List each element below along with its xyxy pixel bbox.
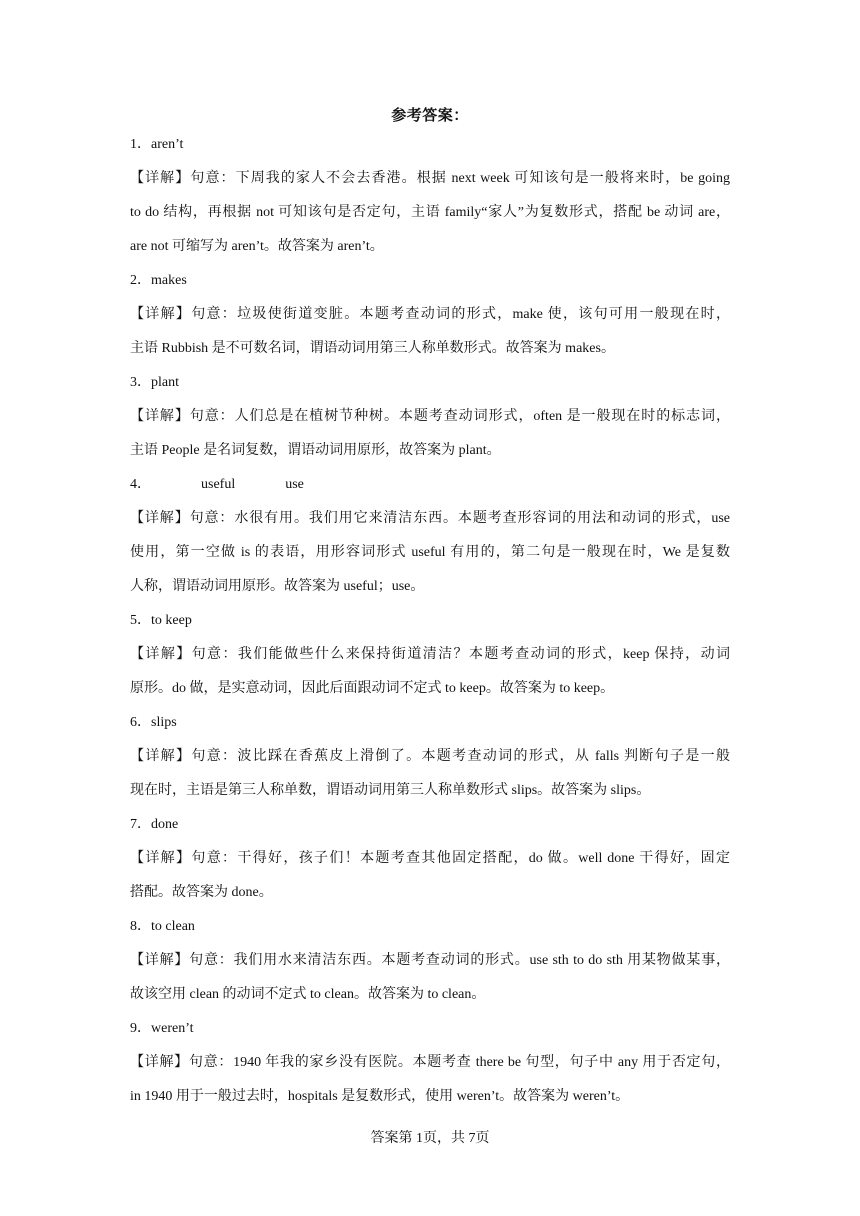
answer-list xyxy=(130,133,730,1119)
explanation-line: 使用，第一空做 is 的表语，用形容词形式 useful 有用的，第二句是一般现在时，We 是复数 xyxy=(130,545,730,560)
explanation-line: 现在时，主语是第三人称单数，谓语动词用第三人称单数形式 slips。故答案为 slips。 xyxy=(130,783,651,798)
explanation-line: 【详解】句意：下周我的家人不会去香港。根据 next week 可知该句是一般将来时，be going xyxy=(130,171,730,186)
explanation-line: 主语 Rubbish 是不可数名词，谓语动词用第三人称单数形式。故答案为 makes。 xyxy=(130,341,615,356)
answer-line: 2．makes xyxy=(130,273,187,288)
explanation-line: 【详解】句意：波比踩在香蕉皮上滑倒了。本题考查动词的形式，从 falls 判断句子是一般 xyxy=(130,749,730,764)
explanation-line: 搭配。故答案为 done。 xyxy=(130,885,273,900)
explanation-line: to do 结构，再根据 not 可知该句是否定句，主语 family“家人”为复数形式，搭配 be 动词 are， xyxy=(130,205,730,220)
answer-line: 5．to keep xyxy=(130,613,192,628)
explanation-line: are not 可缩写为 aren’t。故答案为 aren’t。 xyxy=(130,239,384,254)
answer-line: 6．slips xyxy=(130,715,177,730)
explanation-line: 【详解】句意：我们用水来清洁东西。本题考查动词的形式。use sth to do sth 用某物做某事， xyxy=(130,953,730,968)
explanation-line: 故该空用 clean 的动词不定式 to clean。故答案为 to clean。 xyxy=(130,987,486,1002)
explanation-line: 【详解】句意：水很有用。我们用它来清洁东西。本题考查形容词的用法和动词的形式，use xyxy=(130,511,730,526)
explanation-line: 主语 People 是名词复数，谓语动词用原形，故答案为 plant。 xyxy=(130,443,501,458)
explanation-line: 【详解】句意：干得好，孩子们！本题考查其他固定搭配，do 做。well done 干得好，固定 xyxy=(130,851,730,866)
answer-blank-1: useful xyxy=(201,477,236,492)
answer-line: 7．done xyxy=(130,817,179,832)
answer-blank-2: use xyxy=(285,477,304,492)
answer-line: 3．plant xyxy=(130,375,179,390)
explanation-line: 原形。do 做，是实意动词，因此后面跟动词不定式 to keep。故答案为 to keep。 xyxy=(130,681,615,696)
page-title: 参考答案： xyxy=(391,108,469,124)
explanation-line: 【详解】句意：我们能做些什么来保持街道清洁？本题考查动词的形式，keep 保持，动词 xyxy=(130,647,730,662)
page-footer: 答案第 1页，共 7页 xyxy=(370,1131,490,1146)
explanation-line: in 1940 用于一般过去时，hospitals 是复数形式，使用 weren’t。故答案为 weren’t。 xyxy=(130,1089,630,1104)
answer-number: 4． xyxy=(130,477,151,492)
answer-line: 1．aren’t xyxy=(130,137,184,152)
explanation-line: 【详解】句意：1940 年我的家乡没有医院。本题考查 there be 句型，句子中 any 用于否定句， xyxy=(130,1055,730,1070)
answer-line: 9．weren’t xyxy=(130,1021,194,1036)
answer-line: 8．to clean xyxy=(130,919,195,934)
answer-line xyxy=(130,473,730,507)
explanation-line: 【详解】句意：垃圾使街道变脏。本题考查动词的形式，make 使，该句可用一般现在时， xyxy=(130,307,730,322)
explanation-line: 人称，谓语动词用原形。故答案为 useful；use。 xyxy=(130,579,425,594)
explanation-line: 【详解】句意：人们总是在植树节种树。本题考查动词形式，often 是一般现在时的标志词， xyxy=(130,409,730,424)
